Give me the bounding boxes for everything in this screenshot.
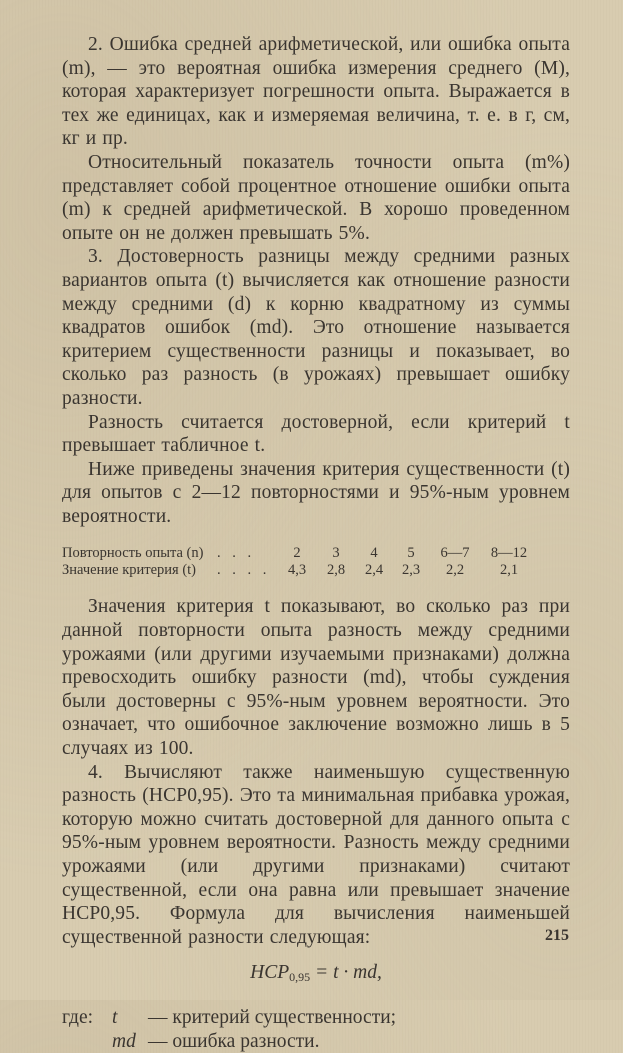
table-cell: 4,3 xyxy=(287,562,307,579)
table-cell: 2,2 xyxy=(445,562,465,579)
paragraph-least-significant-difference: 4. Вычисляют также наименьшую существенную разность (НСР0,95). Это та минимальная прибавка урожая, которую можно считать достоверной для данного опыта с 95%-ным уровнем вероятности. Разность между средними урожаями (или другими признаками) считают существенной, если она равна или превышает значение НСР0,95. Формула для вычисления наименьшей существенной разности следующая: xyxy=(62,761,570,948)
table-row-label: Повторность опыта (n) xyxy=(62,545,204,562)
criterion-table xyxy=(62,545,570,579)
table-cell: 6—7 xyxy=(440,545,470,562)
legend-row-t xyxy=(62,1006,570,1030)
legend-description: — критерий существенности; xyxy=(148,1006,397,1028)
table-row-replications xyxy=(62,545,570,562)
table-cell: 5 xyxy=(407,545,415,562)
table-cell: 2,1 xyxy=(499,562,519,579)
legend-description: — ошибка разности. xyxy=(148,1030,320,1052)
book-page xyxy=(62,33,570,1053)
paragraph-arithmetic-error: 2. Ошибка средней арифметической, или ошибка опыта (m), — это вероятная ошибка измерения среднего (M), которая характеризует погрешности опыта. Выражается в тех же единицах, как и измеряемая величина, т. е. в г, см, кг и пр. xyxy=(62,34,570,150)
table-cell: 3 xyxy=(332,545,340,562)
legend-symbol: t xyxy=(112,1006,118,1028)
table-cell: 2,8 xyxy=(326,562,346,579)
paragraph-difference-reliability: 3. Достоверность разницы между средними разных вариантов опыта (t) вычисляется как отношение разности между средними (d) к корню квадратному из суммы квадратов ошибок (md). Это отношение называется критерием существенности разницы и показывает, во сколько раз разность (в урожаях) превышает ошибку разности. xyxy=(62,246,570,409)
table-cell: 2,3 xyxy=(401,562,421,579)
paragraph-criterion-meaning: Значения критерия t показывают, во сколько раз при данной повторности опыта разность между средними урожаями (или другими изучаемыми признаками) должна превосходить ошибку разности (md), чтобы суждения были достоверны с 95%-ным уровнем вероятности. Это означает, что ошибочное заключение возможно лишь в 5 случаях из 100. xyxy=(62,596,570,760)
table-cell: 4 xyxy=(370,545,378,562)
table-row-label: Значение критерия (t) xyxy=(62,562,197,579)
formula-rhs: = t · md, xyxy=(310,962,382,984)
formula-legend xyxy=(62,1006,570,1053)
table-row-criterion xyxy=(62,562,570,579)
paragraph-relative-accuracy: Относительный показатель точности опыта (m%) представляет собой процентное отношение ошибки опыта (m) к средней арифметической. В хорошо проведенном опыте он не должен превышать 5%. xyxy=(62,151,570,244)
legend-prefix: где: xyxy=(62,1006,94,1028)
formula-lsd xyxy=(62,961,570,990)
page-number: 215 xyxy=(545,927,569,944)
table-cell: 2,4 xyxy=(364,562,384,579)
table-cell: 8—12 xyxy=(490,545,528,562)
formula-lhs: НСР xyxy=(250,962,290,984)
table-leader-dots: . . . . xyxy=(217,562,271,579)
legend-symbol: md xyxy=(112,1030,136,1052)
table-leader-dots: . . . xyxy=(217,545,256,562)
paragraph-reliability-condition: Разность считается достоверной, если критерий t превышает табличное t. xyxy=(62,411,570,457)
legend-row-md xyxy=(62,1030,570,1053)
table-cell: 2 xyxy=(293,545,301,562)
formula-subscript: 0,95 xyxy=(289,970,311,985)
paragraph-table-intro: Ниже приведены значения критерия существенности (t) для опытов с 2—12 повторностями и 95%-ным уровнем вероятности. xyxy=(62,458,570,527)
legend-prefix-spacer xyxy=(62,1030,112,1053)
